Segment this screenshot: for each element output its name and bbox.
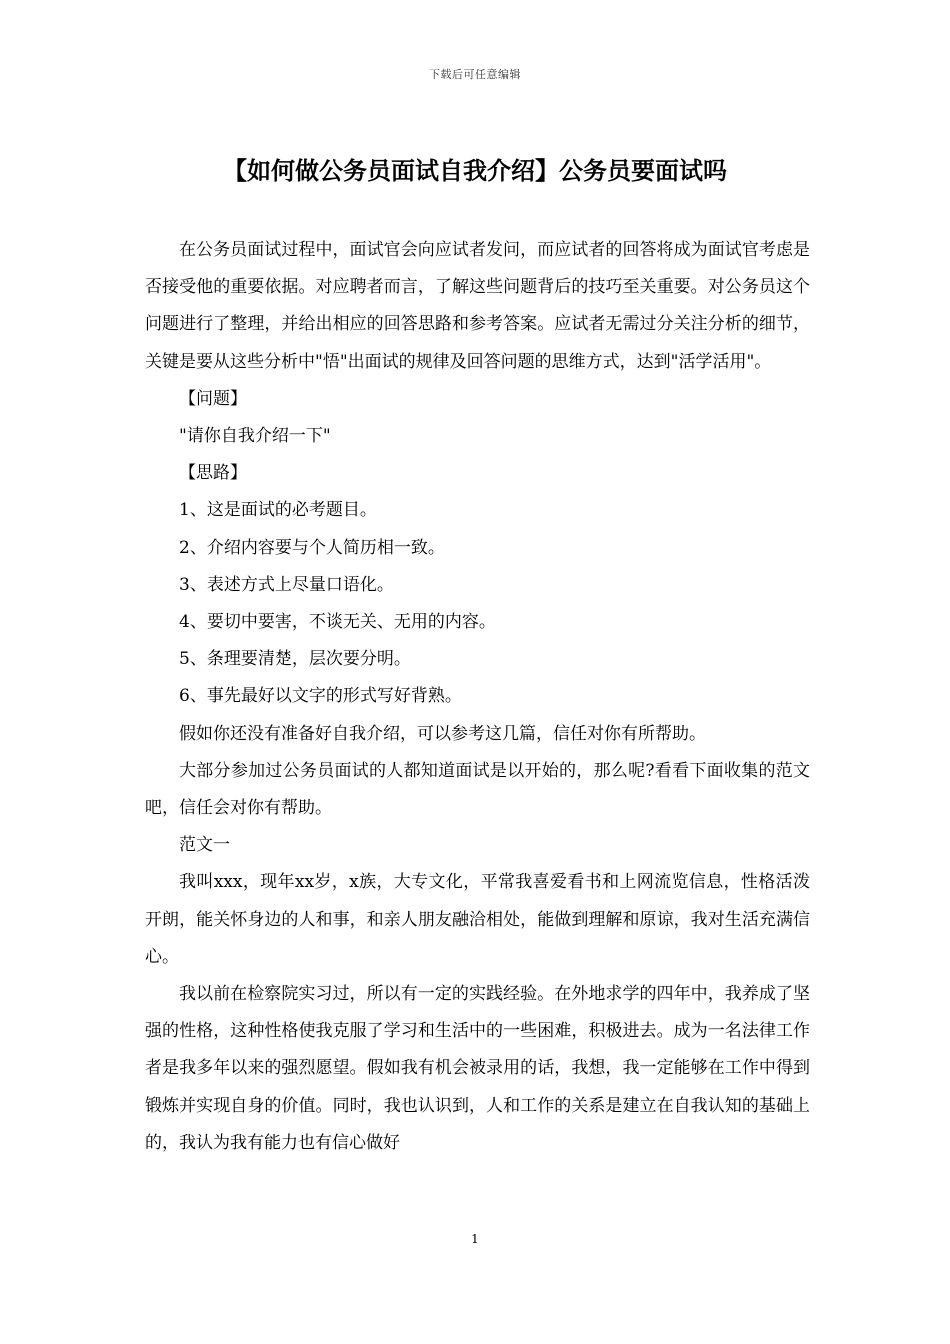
- paragraph-reference: 假如你还没有准备好自我介绍，可以参考这几篇，信任对你有所帮助。: [179, 723, 706, 744]
- sample-paragraph-1: 我叫xxx，现年xx岁，x族，大专文化，平常我喜爱看书和上网流览信息，性格活泼开朗，能关怀身边的人和事，和亲人朋友融洽相处，能做到理解和原谅，我对生活充满信心。: [145, 872, 810, 967]
- heading-approach: 【思路】: [179, 463, 247, 484]
- page-number: 1: [471, 1232, 479, 1246]
- question-text: "请你自我介绍一下": [179, 426, 331, 447]
- paragraph-collection: 大部分参加过公务员面试的人都知道面试是以开始的，那么呢?看看下面收集的范文吧，信任会对你有帮助。: [145, 760, 810, 819]
- approach-item-5: 5、条理要清楚，层次要分明。: [179, 649, 411, 670]
- paragraph-intro: 在公务员面试过程中，面试官会向应试者发问，而应试者的回答将成为面试官考虑是否接受他的重要依据。对应聘者而言，了解这些问题背后的技巧至关重要。对公务员这个问题进行了整理，并给出相应的回答思路和参考答案。应试者无需过分关注分析的细节，关键是要从这些分析中"悟"出面试的规律及回答问题的思维方式，达到"活学活用"。: [145, 240, 810, 372]
- header-note: 下载后可任意编辑: [429, 68, 521, 81]
- sample-paragraph-2: 我以前在检察院实习过，所以有一定的实践经验。在外地求学的四年中，我养成了坚强的性格，这种性格使我克服了学习和生活中的一些困难，积极进去。成为一名法律工作者是我多年以来的强烈愿望。假如我有机会被录用的话，我想，我一定能够在工作中得到锻炼并实现自身的价值。同时，我也认识到，人和工作的关系是建立在自我认知的基础上的，我认为我有能力也有信心做好: [145, 984, 810, 1153]
- approach-item-4: 4、要切中要害，不谈无关、无用的内容。: [179, 612, 496, 633]
- approach-item-6: 6、事先最好以文字的形式写好背熟。: [179, 686, 462, 707]
- approach-item-2: 2、介绍内容要与个人简历相一致。: [179, 537, 445, 558]
- approach-item-3: 3、表述方式上尽量口语化。: [179, 574, 394, 595]
- document-body: [145, 232, 810, 1162]
- heading-question: 【问题】: [179, 388, 247, 409]
- document-title: 【如何做公务员面试自我介绍】公务员要面试吗: [223, 157, 727, 185]
- sample-heading-1: 范文一: [179, 835, 230, 856]
- approach-item-1: 1、这是面试的必考题目。: [179, 500, 377, 521]
